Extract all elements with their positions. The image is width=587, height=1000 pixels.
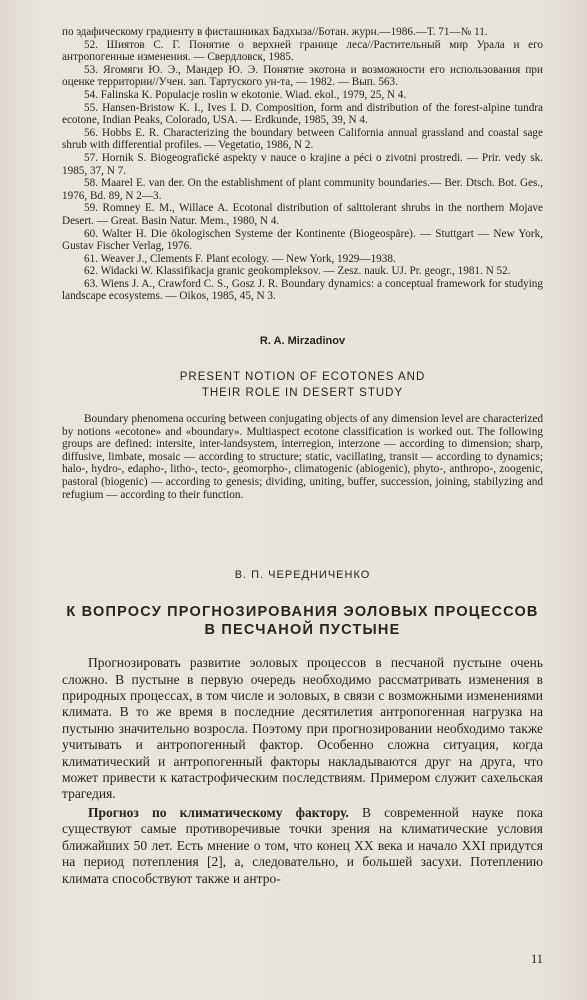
- reference-item: 60. Walter H. Die ökologischen Systeme der Kontinente (Biogeospäre). — Stuttgart — New York, Gustav Fischer Verlag, 1976.: [62, 227, 543, 253]
- russian-title-line-2: В ПЕСЧАНОЙ ПУСТЫНЕ: [204, 622, 401, 639]
- russian-title: [62, 603, 543, 639]
- article-body: [62, 655, 543, 887]
- english-abstract: [62, 413, 543, 501]
- body-paragraph: Прогнозировать развитие эоловых процессов в песчаной пустыне очень сложно. В пустыне в первую очередь необходимо рассматривать изменения в природных процессах, в том числе и эоловых, в связи с возможными изменениями климата. В то же время в последние десятилетия антропогенная нагрузка на пустыню значительно возросла. Поэтому при прогнозировании необходимо также учитывать и антропогенный фактор. Особенно сложна ситуация, когда климатический и антропогенный факторы накладываются друг на друга, что может привести к катастрофическим последствиям. Примером служит сахельская трагедия.: [62, 655, 543, 802]
- paragraph-heading: Прогноз по климатическому фактору.: [88, 804, 349, 820]
- page-number: 11: [530, 952, 543, 966]
- body-paragraph: [62, 805, 543, 887]
- reference-item: 59. Romney E. M., Willace A. Ecotonal distribution of salttolerant shrubs in the northern Mojave Desert. — Great. Basin Natur. Mem., 1980, N 4.: [62, 202, 543, 227]
- reference-item: 58. Maarel E. van der. On the establishment of plant community boundaries.— Ber. Dtsch. Bot. Ges., 1976, Bd. 89, N 2—3.: [62, 177, 543, 202]
- reference-list: [62, 26, 543, 303]
- russian-title-line-1: К ВОПРОСУ ПРОГНОЗИРОВАНИЯ ЭОЛОВЫХ ПРОЦЕССОВ: [66, 604, 539, 621]
- english-title-line-2: THEIR ROLE IN DESERT STUDY: [201, 387, 404, 400]
- reference-item: 53. Ягомяги Ю. Э., Мандер Ю. Э. Понятие экотона и возможности его использования при оценке территории//Учен. зап. Тартуского ун-та, — 1982. — Вып. 563.: [62, 63, 543, 89]
- reference-item: 54. Falinska K. Populacje roslin w ekotonie. Wiad. ekol., 1979, 25, N 4.: [84, 88, 407, 101]
- english-author: R. A. Mirzadinov: [259, 335, 346, 348]
- reference-item: 55. Hansen-Bristow K. I., Ives I. D. Composition, form and distribution of the forest-alpine tundra ecotone, Indian Peaks, Colorado, USA. — Erdkunde, 1985, 39, N 4.: [62, 101, 543, 127]
- reference-item: 61. Weaver J., Clements F. Plant ecology. — New York, 1929—1938.: [84, 252, 396, 265]
- english-title-line-1: PRESENT NOTION OF ECOTONES AND: [179, 371, 426, 384]
- english-title: [62, 369, 543, 401]
- abstract-text: Boundary phenomena occuring between conjugating objects of any dimension level are characterized by notions «ecotone» and «boundary». Multiaspect ecotone classification is worked out. The following groups are defined: intersite, inter-landsystem, interregion, interzone — according to dimension; sharp, diffusive, limbate, mosaic — according to structure; static, vacillating, transit — according to dynamics; halo-, hydro-, edapho-, litho-, tecto-, geomorpho-, climatogenic (abiogenic), phyto-, anthropo-, zoogenic, pastoral (biogenic) — according to genesis; dividing, uniting, buffer, succession, joining, stabilyzing and refugium — according to their function.: [62, 413, 543, 501]
- reference-item: 56. Hobbs E. R. Characterizing the boundary between California annual grassland and coastal sage shrub with differential profiles. — Vegetatio, 1986, N 2.: [62, 126, 543, 152]
- russian-author: В. П. ЧЕРЕДНИЧЕНКО: [234, 569, 371, 582]
- reference-item: 57. Hornik S. Biogeografické aspekty v nauce o krajine a péci o zivotni prostredi. — Prir. vedy sk. 1985, 37, N 7.: [62, 151, 543, 177]
- reference-item: 63. Wiens J. A., Crawford C. S., Gosz J. R. Boundary dynamics: a conceptual framework for studying landscape ecosystems. — Oikos, 1985, 45, N 3.: [62, 277, 543, 303]
- paragraph-text: В современной науке пока существуют самые противоречивые точки зрения на климатические условия ближайших 50 лет. Есть мнение о том, что конец XX века и начало XXI придутся на период потепления [2], а, следовательно, и большей засухи. Потеплению климата способствуют также и антро-: [62, 804, 543, 886]
- reference-item: 52. Шиятов С. Г. Понятие о верхней границе леса//Растительный мир Урала и его антропогенные изменения. — Свердловск, 1985.: [62, 38, 543, 64]
- reference-item: по эдафическому градиенту в фисташниках Бадхыза//Ботан. журн.—1986.—Т. 71—№ 11.: [62, 26, 488, 38]
- reference-item: 62. Widacki W. Klassifikacja granic geokompleksov. — Zesz. nauk. UJ. Pr. geogr., 1981. N 52.: [84, 265, 511, 278]
